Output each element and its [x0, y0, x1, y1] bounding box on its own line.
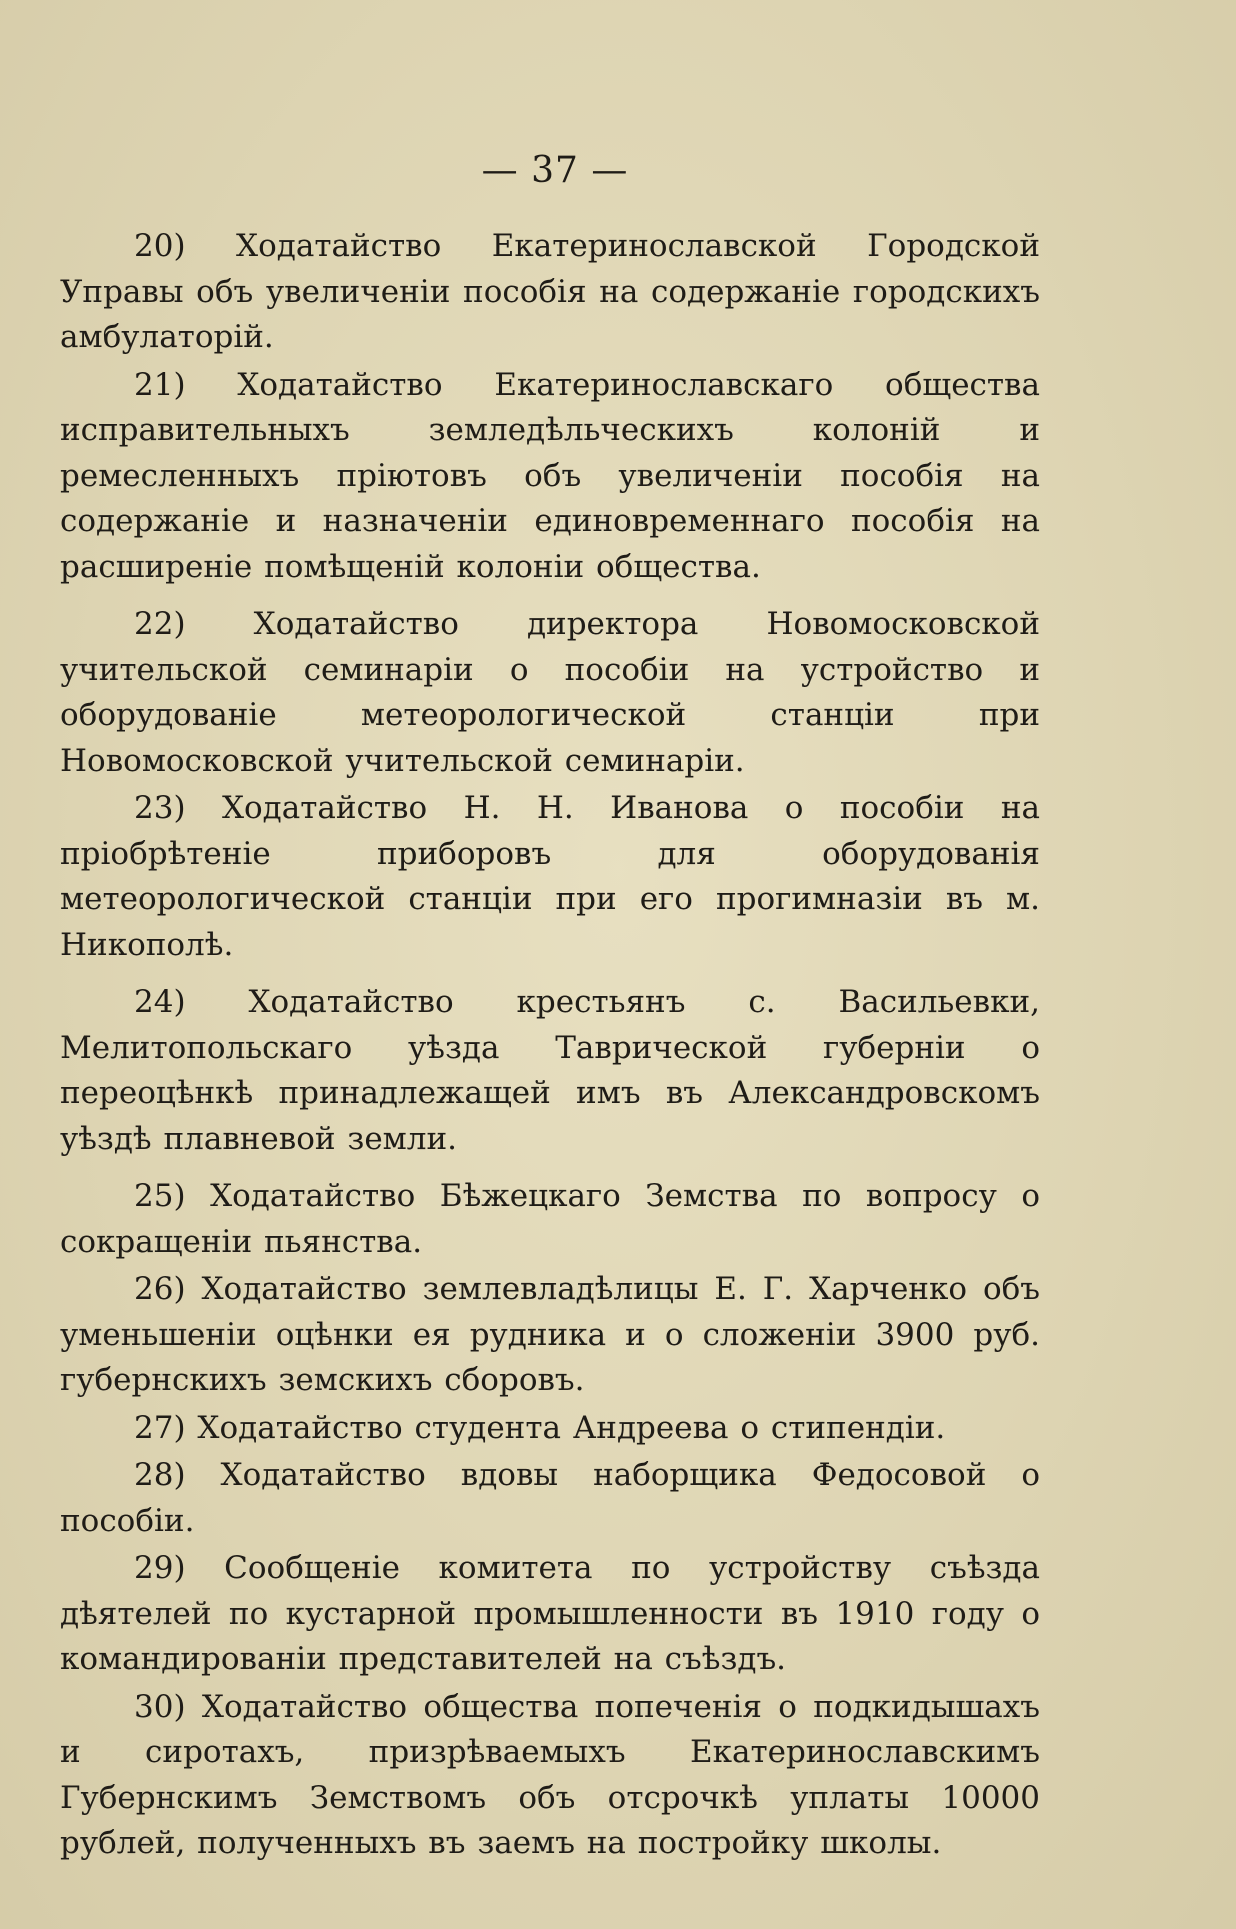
item-number: 23): [134, 790, 186, 826]
item-number: 29): [134, 1550, 186, 1586]
item-text: Ходатайство директора Новомосковской учительской семинарiи о пособiи на устройство и оборудованiе метеорологической станцiи при Новомосковской учительской семинарiи.: [60, 606, 1040, 779]
item-number: 27): [134, 1409, 186, 1446]
list-item: [60, 786, 1040, 968]
item-text: Ходатайство вдовы наборщика Федосовой о пособiи.: [60, 1457, 1041, 1539]
item-text: Ходатайство общества попеченiя о подкидышахъ и сиротахъ, призрѣваемыхъ Екатеринославскимъ Губернскимъ Земствомъ объ отсрочкѣ уплаты 10000 рублей, полученныхъ въ заемъ на постройку школы.: [60, 1688, 1040, 1861]
list-item: [60, 1174, 1040, 1265]
list-item: [60, 1685, 1040, 1867]
list-item: [60, 1267, 1040, 1404]
item-number: 22): [134, 606, 186, 642]
item-number: 26): [134, 1271, 186, 1307]
list-item: [60, 224, 1040, 361]
list-item: [60, 363, 1040, 591]
item-number: 24): [134, 984, 186, 1020]
page-number: — 37 —: [481, 150, 629, 191]
item-number: 20): [134, 228, 186, 264]
item-number: 25): [134, 1178, 186, 1214]
item-text: Ходатайство Екатеринославскаго общества исправительныхъ земледѣльческихъ колонiй и ремесленныхъ прiютовъ объ увеличенiи пособiя на содержанiе и назначенiи единовременнаго пособiя на расширенiе помѣщенiй колонiи общества.: [60, 366, 1040, 585]
item-text: Сообщенiе комитета по устройству съѣзда дѣятелей по кустарной промышленности въ 1910 году о командированiи представителей на съѣздъ.: [60, 1550, 1040, 1677]
item-text: Ходатайство Бѣжецкаго Земства по вопросу о сокращенiи пьянства.: [60, 1178, 1040, 1260]
item-text: Ходатайство Екатеринославской Городской Управы объ увеличенiи пособiя на содержанiе городскихъ амбулаторiй.: [60, 228, 1040, 355]
list-item: [60, 1453, 1040, 1544]
list-item: [60, 980, 1040, 1162]
item-text: Ходатайство Н. Н. Иванова о пособiи на прiобрѣтенiе приборовъ для оборудованiя метеорологической станцiи при его прогимназiи въ м. Никополѣ.: [60, 790, 1040, 963]
list-item: [60, 1406, 1040, 1452]
item-text: Ходатайство крестьянъ с. Васильевки, Мелитопольскаго уѣзда Таврической губернiи о переоцѣнкѣ принадлежащей имъ въ Александровскомъ уѣздѣ плавневой земли.: [60, 984, 1040, 1157]
list-item: [60, 602, 1040, 784]
item-list: [60, 224, 1040, 1869]
item-text: Ходатайство студента Андреева о стипендiи.: [197, 1409, 946, 1446]
item-number: 21): [134, 366, 186, 403]
item-number: 28): [134, 1457, 186, 1493]
item-text: Ходатайство землевладѣлицы Е. Г. Харченко объ уменьшенiи оцѣнки ея рудника и о сложенiи 3900 руб. губернскихъ земскихъ сборовъ.: [60, 1271, 1040, 1398]
list-item: [60, 1546, 1040, 1683]
item-number: 30): [134, 1688, 186, 1725]
